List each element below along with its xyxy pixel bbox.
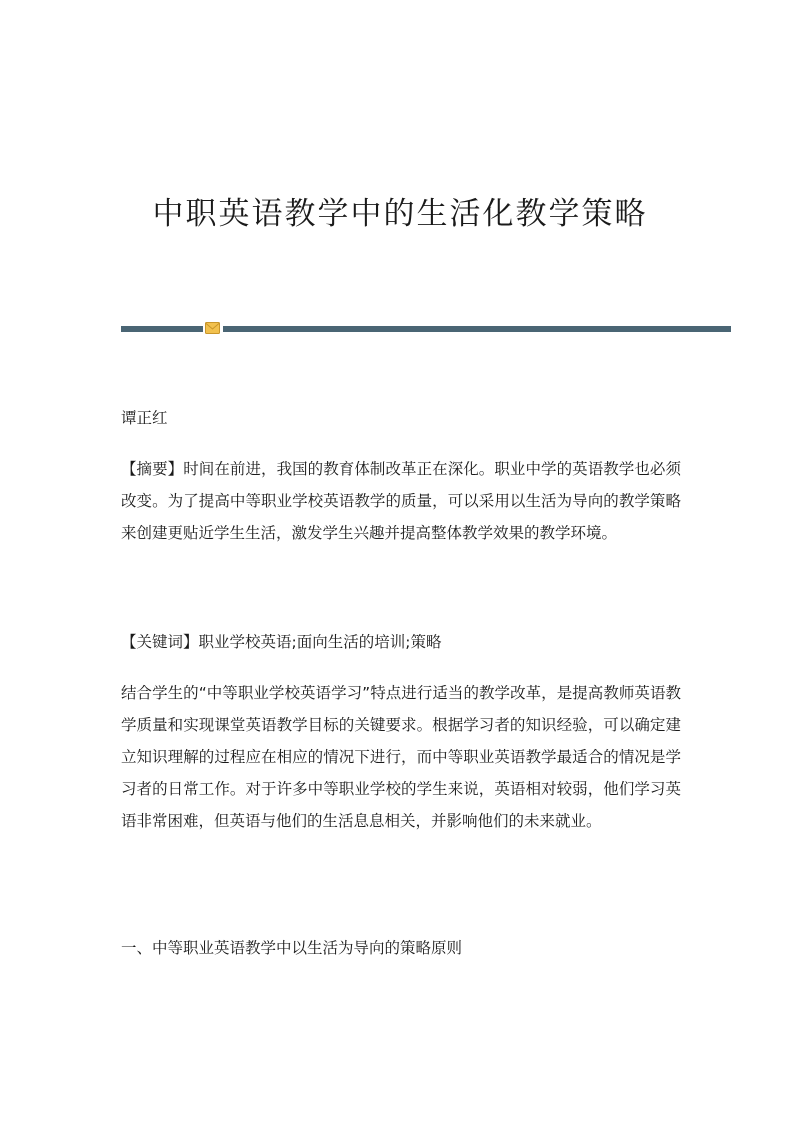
intro-paragraph: 结合学生的“中等职业学校英语学习”特点进行适当的教学改革，是提高教师英语教学质量和实现课堂英语教学目标的关键要求。根据学习者的知识经验，可以确定建立知识理解的过程应在相应的情况下进行，而中等职业英语教学最适合的情况是学习者的日常工作。对于许多中等职业学校的学生来说，英语相对较弱，他们学习英语非常困难，但英语与他们的生活息息相关，并影响他们的未来就业。 bbox=[121, 684, 681, 830]
title-divider-right bbox=[223, 326, 731, 332]
keywords-text: 职业学校英语;面向生活的培训;策略 bbox=[198, 633, 442, 651]
author-name: 谭正红 bbox=[121, 409, 168, 427]
page-title: 中职英语教学中的生活化教学策略 bbox=[152, 196, 648, 232]
keywords-label: 【关键词】 bbox=[121, 633, 199, 651]
abstract-label: 【摘要】 bbox=[121, 460, 184, 478]
envelope-icon bbox=[205, 322, 220, 334]
section-heading: 一、中等职业英语教学中以生活为导向的策略原则 bbox=[121, 939, 463, 957]
abstract-text: 时间在前进，我国的教育体制改革正在深化。职业中学的英语教学也必须改变。为了提高中等职业学校英语教学的质量，可以采用以生活为导向的教学策略来创建更贴近学生生活，激发学生兴趣并提高整体教学效果的教学环境。 bbox=[121, 460, 681, 542]
keywords-paragraph bbox=[121, 626, 681, 658]
title-divider-left bbox=[121, 326, 203, 332]
abstract-paragraph bbox=[121, 453, 681, 549]
